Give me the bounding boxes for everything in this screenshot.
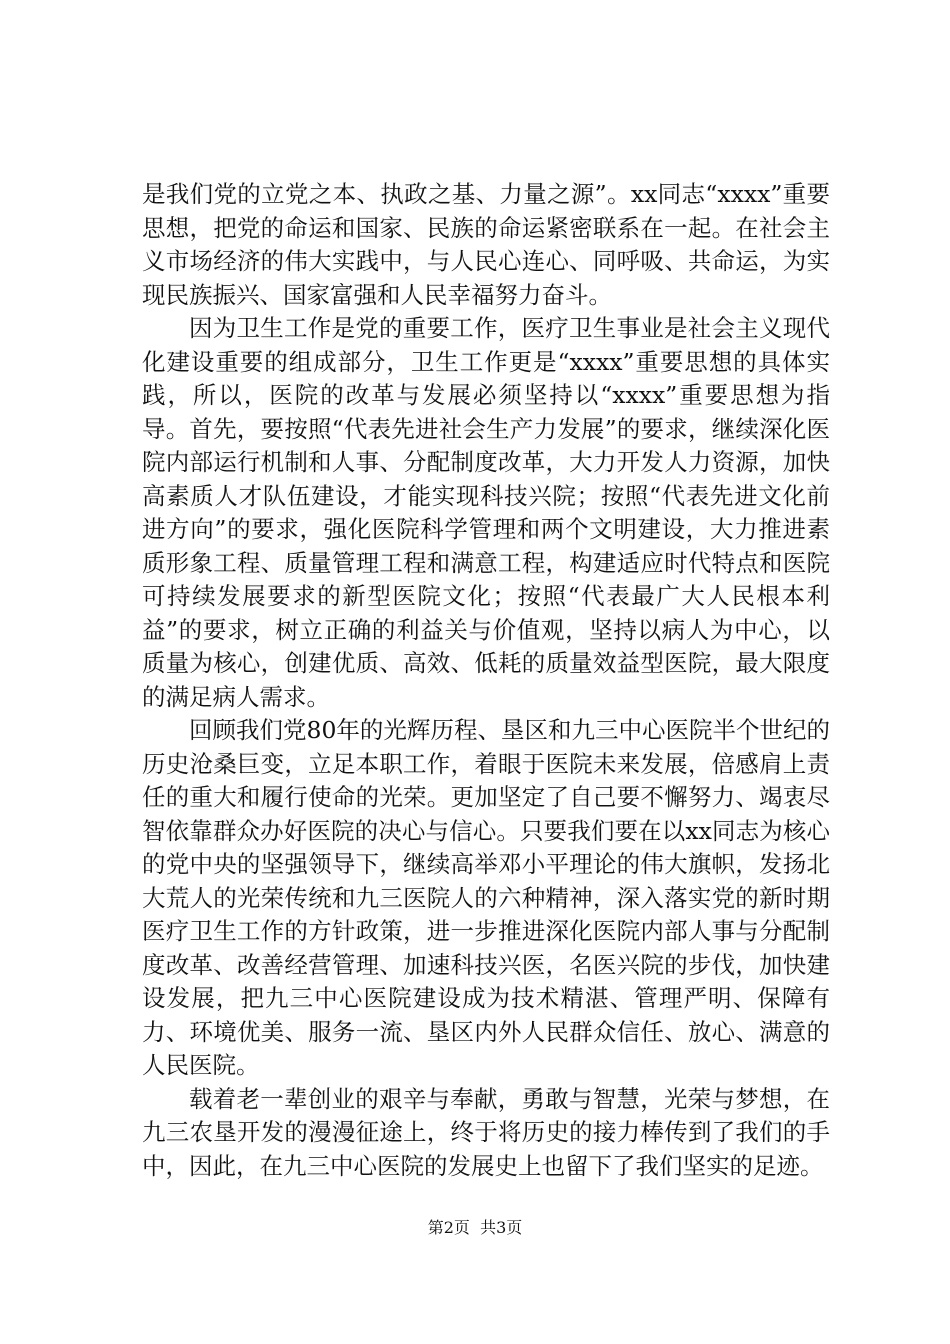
page-footer: [0, 1218, 950, 1238]
paragraph-2: 因为卫生工作是党的重要工作，医疗卫生事业是社会主义现代化建设重要的组成部分，卫生工作更是“xxxx”重要思想的具体实践，所以，医院的改革与发展必须坚持以“xxxx”重要思想为指导。首先，要按照“代表先进社会生产力发展”的要求，继续深化医院内部运行机制和人事、分配制度改革，大力开发人力资源，加快高素质人才队伍建设，才能实现科技兴院；按照“代表先进文化前进方向”的要求，强化医院科学管理和两个文明建设，大力推进素质形象工程、质量管理工程和满意工程，构建适应时代特点和医院可持续发展要求的新型医院文化；按照“代表最广大人民根本利益”的要求，树立正确的利益关与价值观，坚持以病人为中心，以质量为核心，创建优质、高效、低耗的质量效益型医院，最大限度的满足病人需求。: [142, 314, 830, 711]
document-body: [142, 178, 830, 1183]
page-number: 第2页: [427, 1218, 470, 1237]
paragraph-4: 载着老一辈创业的艰辛与奉献，勇敢与智慧，光荣与梦想，在九三农垦开发的漫漫征途上，终于将历史的接力棒传到了我们的手中，因此，在九三中心医院的发展史上也留下了我们坚实的足迹。: [142, 1084, 830, 1180]
paragraph-1: 是我们党的立党之本、执政之基、力量之源”。xx同志“xxxx”重要思想，把党的命运和国家、民族的命运紧密联系在一起。在社会主义市场经济的伟大实践中，与人民心连心、同呼吸、共命运，为实现民族振兴、国家富强和人民幸福努力奋斗。: [142, 180, 830, 309]
paragraph-3: 回顾我们党80年的光辉历程、垦区和九三中心医院半个世纪的历史沧桑巨变，立足本职工作，着眼于医院未来发展，倍感肩上责任的重大和履行使命的光荣。更加坚定了自己要不懈努力、竭衷尽智依靠群众办好医院的决心与信心。只要我们要在以xx同志为核心的党中央的坚强领导下，继续高举邓小平理论的伟大旗帜，发扬北大荒人的光荣传统和九三医院人的六种精神，深入落实党的新时期医疗卫生工作的方针政策，进一步推进深化医院内部人事与分配制度改革、改善经营管理、加速科技兴医，名医兴院的步伐，加快建设发展，把九三中心医院建设成为技术精湛、管理严明、保障有力、环境优美、服务一流、垦区内外人民群众信任、放心、满意的人民医院。: [142, 716, 830, 1079]
page-total: 共3页: [480, 1218, 523, 1237]
